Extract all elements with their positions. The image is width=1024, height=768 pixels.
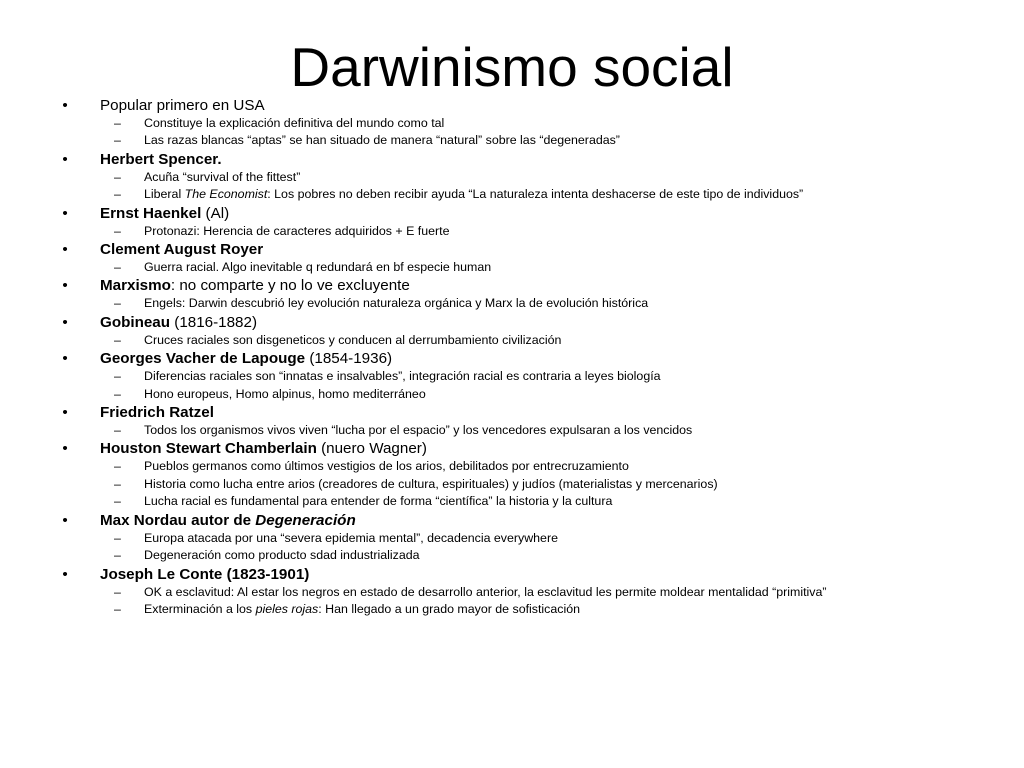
sub-bullet-text: Lucha racial es fundamental para entender de forma “científica” la historia y la cultura <box>144 494 613 509</box>
bullet-item <box>60 150 1010 169</box>
sub-bullet-text: OK a esclavitud: Al estar los negros en estado de desarrollo anterior, la esclavitud les permite moldear mentalidad “primitiva” <box>144 584 827 599</box>
sub-bullet-dash-icon: – <box>114 332 121 347</box>
sub-bullet-text: Pueblos germanos como últimos vestigios de los arios, debilitados por entrecruzamiento <box>144 459 629 474</box>
sub-bullet-item <box>60 169 1010 186</box>
sub-bullet-dash-icon: – <box>114 423 121 438</box>
sub-bullet-dash-icon: – <box>114 187 121 202</box>
sub-bullet-item <box>60 584 1010 601</box>
sub-bullet-item <box>60 386 1010 403</box>
bullet-dot-icon: • <box>62 97 68 114</box>
bullet-bold-text: Marxismo <box>100 277 171 295</box>
sub-bullet-text: Engels: Darwin descubrió ley evolución naturaleza orgánica y Marx la de evolución histórica <box>144 296 649 311</box>
sub-bullet-item <box>60 368 1010 385</box>
bullet-item <box>60 511 1010 530</box>
bullet-bold-text: Clement August Royer <box>100 241 264 259</box>
sub-bullet-text: Acuña “survival of the fittest” <box>144 169 301 184</box>
sub-bullet-item <box>60 530 1010 547</box>
bullet-bold-text: Max Nordau autor de <box>100 511 256 529</box>
bullet-bold-italic-text: Degeneración <box>255 511 356 529</box>
bullet-bold-text: Friedrich Ratzel <box>100 404 214 422</box>
sub-bullet-dash-icon: – <box>114 601 121 616</box>
sub-bullet-text: Cruces raciales son disgeneticos y conducen al derrumbamiento civilización <box>144 332 562 347</box>
bullet-item <box>60 565 1010 584</box>
bullet-dot-icon: • <box>62 511 68 529</box>
bullet-dot-icon: • <box>62 565 68 583</box>
bullet-bold-text: Houston Stewart Chamberlain <box>100 440 317 458</box>
bullet-text: (1816-1882) <box>170 313 258 331</box>
bullet-dot-icon: • <box>62 404 68 422</box>
bullet-item <box>60 96 1010 115</box>
sub-bullet-text: Degeneración como producto sdad industrializada <box>144 548 420 563</box>
bullet-item <box>60 240 1010 259</box>
bullet-text: : no comparte y no lo ve excluyente <box>170 277 410 295</box>
sub-bullet-dash-icon: – <box>114 459 121 474</box>
sub-bullet-dash-icon: – <box>114 260 121 275</box>
sub-bullet-dash-icon: – <box>114 584 121 599</box>
bullet-text: (Al) <box>201 204 230 222</box>
bullet-dot-icon: • <box>62 277 68 295</box>
sub-bullet-text: Todos los organismos vivos viven “lucha por el espacio” y los vencedores expulsaran a los vencidos <box>144 423 693 438</box>
bullet-text: (nuero Wagner) <box>316 440 427 458</box>
sub-bullet-item <box>60 493 1010 510</box>
sub-bullet-text: : Los pobres no deben recibir ayuda “La naturaleza intenta deshacerse de este tipo de individuos” <box>267 187 804 202</box>
sub-bullet-item <box>60 458 1010 475</box>
bullet-item <box>60 349 1010 368</box>
sub-bullet-italic-text: The Economist <box>184 187 268 202</box>
bullet-bold-italic-wrap <box>255 512 355 529</box>
sub-bullet-text: Exterminación a los <box>144 601 256 616</box>
sub-bullet-dash-icon: – <box>114 296 121 311</box>
sub-bullet-dash-icon: – <box>114 369 121 384</box>
sub-bullet-item <box>60 422 1010 439</box>
sub-bullet-text: Constituye la explicación definitiva del mundo como tal <box>144 116 445 130</box>
bullet-item <box>60 313 1010 332</box>
bullet-text: Popular primero en USA <box>100 97 265 114</box>
sub-bullet-item <box>60 132 1010 149</box>
bullet-bold-text: Joseph Le Conte (1823-1901) <box>100 565 310 583</box>
sub-bullet-text: Protonazi: Herencia de caracteres adquiridos + E fuerte <box>144 223 450 238</box>
sub-bullet-dash-icon: – <box>114 169 121 184</box>
sub-bullet-text: Liberal <box>144 187 185 202</box>
bullet-text: (1854-1936) <box>305 350 393 368</box>
slide-title: Darwinismo social <box>290 36 734 98</box>
sub-bullet-dash-icon: – <box>114 548 121 563</box>
bullet-dot-icon: • <box>62 313 68 331</box>
sub-bullet-dash-icon: – <box>114 133 121 148</box>
bullet-dot-icon: • <box>62 440 68 458</box>
bullet-dot-icon: • <box>62 204 68 222</box>
sub-bullet-dash-icon: – <box>114 476 121 491</box>
bullet-item <box>60 204 1010 223</box>
bullet-dot-icon: • <box>62 241 68 259</box>
sub-bullet-item <box>60 332 1010 349</box>
bullet-item <box>60 439 1010 458</box>
bullet-bold-text: Herbert Spencer. <box>100 150 222 168</box>
sub-bullet-italic-text: pieles rojas <box>255 601 319 616</box>
sub-bullet-text: Europa atacada por una “severa epidemia mental”, decadencia everywhere <box>144 530 558 545</box>
bullet-list <box>60 96 1010 618</box>
bullet-dot-icon: • <box>62 350 68 368</box>
bullet-bold-text: Gobineau <box>100 313 171 331</box>
bullet-dot-icon: • <box>62 150 68 168</box>
sub-bullet-dash-icon: – <box>114 530 121 545</box>
bullet-bold-text: Ernst Haenkel <box>100 204 202 222</box>
sub-bullet-dash-icon: – <box>114 116 121 130</box>
bullet-item <box>60 276 1010 295</box>
sub-bullet-text: Guerra racial. Algo inevitable q redundará en bf especie human <box>144 260 492 275</box>
bullet-item <box>60 403 1010 422</box>
sub-bullet-item <box>60 259 1010 276</box>
sub-bullet-item <box>60 601 1010 618</box>
sub-bullet-text: Historia como lucha entre arios (creadores de cultura, espirituales) y judíos (materialistas y mercenarios) <box>144 476 718 491</box>
sub-bullet-dash-icon: – <box>114 223 121 238</box>
sub-bullet-item <box>60 186 1010 203</box>
sub-bullet-item <box>60 547 1010 564</box>
sub-bullet-item <box>60 476 1010 493</box>
sub-bullet-dash-icon: – <box>114 386 121 401</box>
sub-bullet-item <box>60 115 1010 132</box>
bullet-bold-text: Georges Vacher de Lapouge <box>100 350 306 368</box>
sub-bullet-text: Hono europeus, Homo alpinus, homo mediterráneo <box>144 386 426 401</box>
sub-bullet-dash-icon: – <box>114 494 121 509</box>
sub-bullet-item <box>60 223 1010 240</box>
sub-bullet-item <box>60 295 1010 312</box>
sub-bullet-text: : Han llegado a un grado mayor de sofisticación <box>318 601 580 616</box>
sub-bullet-text: Las razas blancas “aptas” se han situado de manera “natural” sobre las “degeneradas” <box>144 133 620 148</box>
sub-bullet-text: Diferencias raciales son “innatas e insalvables”, integración racial es contraria a leyes biología <box>144 369 661 384</box>
